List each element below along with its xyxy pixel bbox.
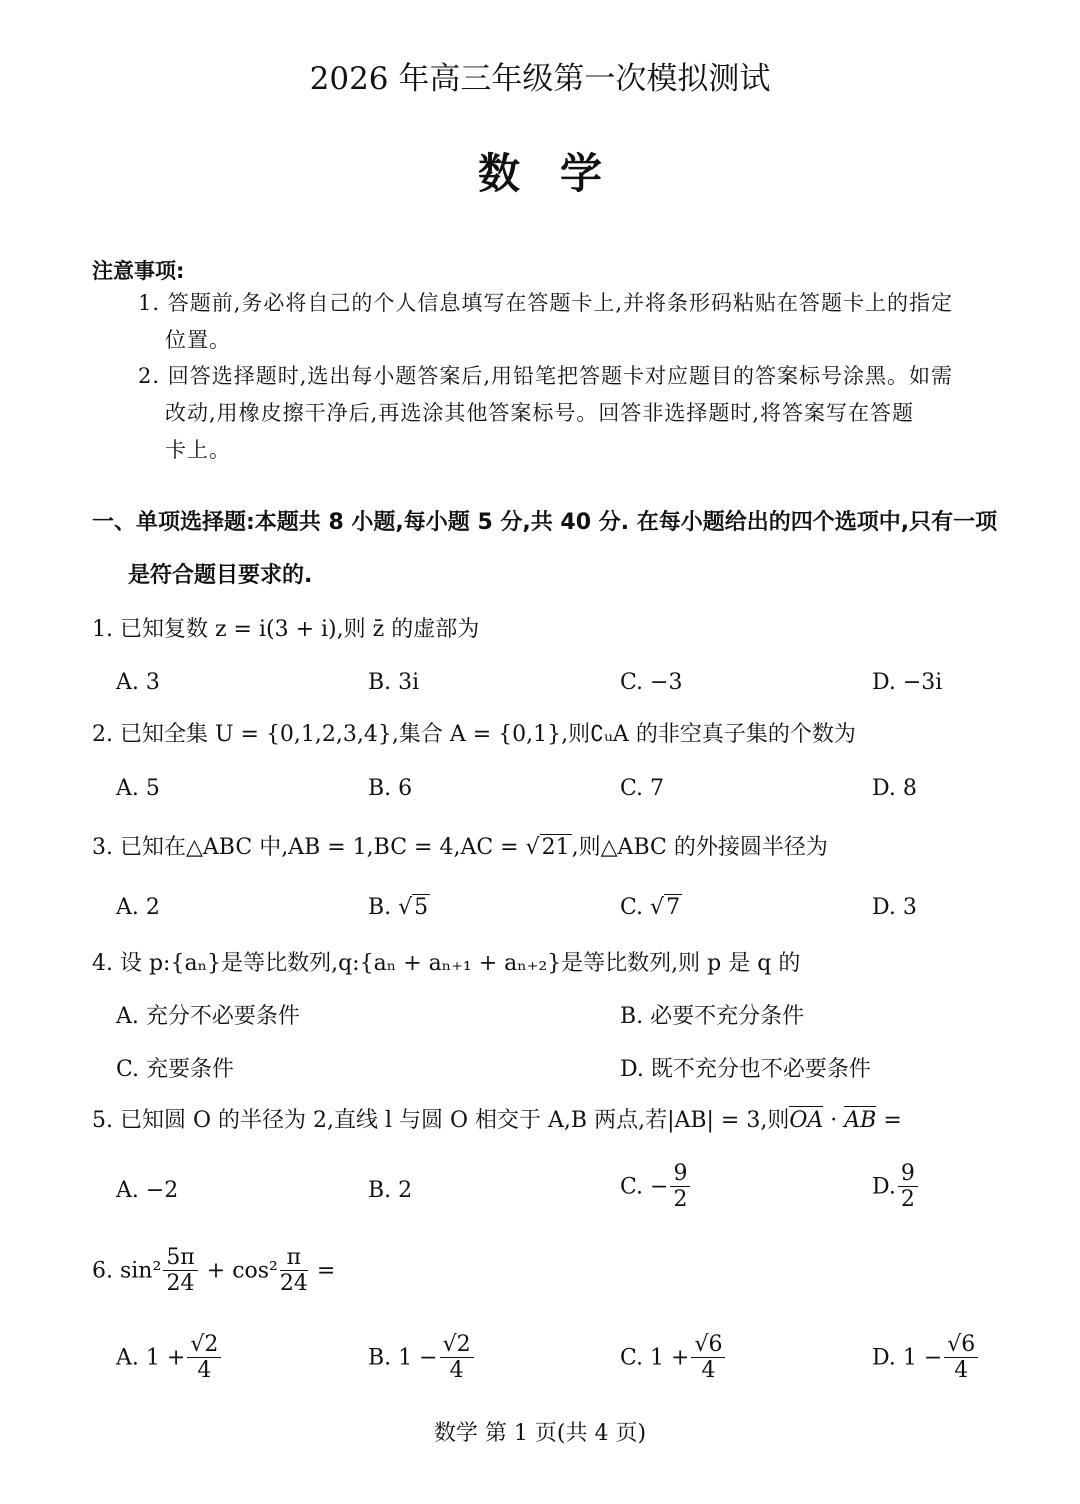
fraction-numerator: √6: [944, 1333, 978, 1358]
question-5-option-c: [620, 1162, 692, 1213]
question-1-option-c: C. −3: [620, 670, 683, 695]
fraction-numerator: 5π: [163, 1246, 197, 1271]
subject-title: 数学: [477, 149, 642, 198]
fraction-denominator: 4: [449, 1358, 464, 1383]
question-5-stem: [92, 1104, 902, 1138]
question-5-option-d: [872, 1162, 920, 1213]
question-3-option-b-pre: B. √: [368, 895, 413, 920]
section-heading: 一、单项选择题:本题共 8 小题,每小题 5 分,共 40 分. 在每小题给出的四个选项中,只有一项: [92, 510, 998, 535]
question-6-stem: [92, 1246, 335, 1297]
fraction: [187, 1333, 221, 1384]
question-6-number: 6.: [92, 1258, 120, 1284]
question-5-option-c-pre: C. −: [620, 1174, 669, 1200]
question-4-option-a: A. 充分不必要条件: [116, 1004, 300, 1029]
fraction-numerator: 9: [670, 1162, 690, 1187]
question-6-option-d-pre: D. 1 −: [872, 1345, 943, 1371]
fraction-denominator: 4: [954, 1358, 969, 1383]
question-3-option-d: D. 3: [872, 895, 917, 920]
notice-item-2-line-3: 卡上。: [165, 438, 231, 462]
fraction-numerator: √2: [440, 1333, 474, 1358]
fraction-numerator: 9: [898, 1162, 918, 1187]
fraction-numerator: π: [280, 1246, 308, 1271]
question-3-option-a: A. 2: [116, 895, 160, 920]
notice-item-1-line-1: 1. 答题前,务必将自己的个人信息填写在答题卡上,并将条形码粘贴在答题卡上的指定: [138, 291, 954, 315]
question-1-option-a: A. 3: [116, 670, 160, 695]
question-5-dot: ·: [823, 1108, 845, 1133]
notice-item-2-line-2: 改动,用橡皮擦干净后,再选涂其他答案标号。回答非选择题时,将答案写在答题: [165, 401, 915, 425]
question-1-option-b: B. 3i: [368, 670, 420, 695]
question-3-radicand: 21: [541, 835, 570, 860]
notice-item-2-line-1: 2. 回答选择题时,选出每小题答案后,用铅笔把答题卡对应题目的答案标号涂黑。如需: [138, 364, 954, 388]
question-2-stem: 2. 已知全集 U = {0,1,2,3,4},集合 A = {0,1},则∁ᵤA 的非空真子集的个数为: [92, 722, 856, 747]
question-6-option-c: [620, 1333, 727, 1384]
question-3-option-c-pre: C. √: [620, 895, 665, 920]
question-4-option-c: C. 充要条件: [116, 1057, 235, 1082]
vector-ab: AB: [844, 1104, 876, 1138]
question-3-option-b: [368, 891, 430, 925]
question-3-option-c: [620, 891, 682, 925]
question-5-eq: =: [876, 1108, 902, 1133]
question-6-eq: =: [309, 1258, 336, 1284]
notice-item-1-line-2: 位置。: [165, 328, 231, 352]
fraction-denominator: 2: [673, 1187, 688, 1212]
fraction: [163, 1246, 197, 1297]
question-3-stem: [92, 831, 828, 865]
question-5-option-b: B. 2: [368, 1178, 413, 1203]
fraction: [944, 1333, 978, 1384]
question-5-option-a: A. −2: [116, 1178, 179, 1203]
fraction-numerator: √2: [187, 1333, 221, 1358]
question-6-option-d: [872, 1333, 980, 1384]
fraction: [898, 1162, 918, 1213]
question-3-option-b-radicand: 5: [414, 895, 429, 920]
question-2-option-a: A. 5: [116, 776, 160, 801]
question-6-plus-cos: + cos²: [199, 1258, 278, 1284]
vector-oa: OA: [789, 1104, 823, 1138]
fraction-numerator: √6: [691, 1333, 725, 1358]
question-6-option-b-pre: B. 1 −: [368, 1345, 438, 1371]
fraction-denominator: 2: [900, 1187, 915, 1212]
question-3-option-c-radicand: 7: [666, 895, 681, 920]
question-2-option-b: B. 6: [368, 776, 413, 801]
fraction: [440, 1333, 474, 1384]
notice-heading: 注意事项:: [92, 259, 185, 283]
question-6-sin: sin²: [119, 1258, 162, 1284]
section-heading-cont: 是符合题目要求的.: [128, 563, 313, 588]
question-4-stem: 4. 设 p:{aₙ}是等比数列,q:{aₙ + aₙ₊₁ + aₙ₊₂}是等比数列,则 p 是 q 的: [92, 951, 801, 976]
fraction: [691, 1333, 725, 1384]
question-5-stem-pre: 5. 已知圆 O 的半径为 2,直线 l 与圆 O 相交于 A,B 两点,若|AB| = 3,则: [92, 1108, 790, 1133]
question-6-option-b: [368, 1333, 476, 1384]
question-1-option-d: D. −3i: [872, 670, 943, 695]
question-2-option-c: C. 7: [620, 776, 665, 801]
exam-title: 2026 年高三年级第一次模拟测试: [309, 61, 771, 97]
fraction-denominator: 24: [279, 1271, 308, 1296]
fraction-denominator: 24: [166, 1271, 195, 1296]
fraction-denominator: 4: [701, 1358, 716, 1383]
question-6-option-a-pre: A. 1 +: [116, 1345, 186, 1371]
question-1-stem: 1. 已知复数 z = i(3 + i),则 z̄ 的虚部为: [92, 617, 480, 642]
question-4-option-b: B. 必要不充分条件: [620, 1004, 805, 1029]
question-6-option-c-pre: C. 1 +: [620, 1345, 690, 1371]
fraction: [280, 1246, 308, 1297]
page-footer: 数学 第 1 页(共 4 页): [433, 1421, 647, 1446]
question-6-option-a: [116, 1333, 223, 1384]
question-3-stem-pre: 3. 已知在△ABC 中,AB = 1,BC = 4,AC = √: [92, 835, 540, 860]
question-5-option-d-pre: D.: [872, 1174, 896, 1200]
question-4-option-d: D. 既不充分也不必要条件: [620, 1057, 871, 1082]
question-3-stem-post: ,则△ABC 的外接圆半径为: [571, 835, 828, 860]
question-2-option-d: D. 8: [872, 776, 917, 801]
fraction: [670, 1162, 690, 1213]
fraction-denominator: 4: [197, 1358, 212, 1383]
